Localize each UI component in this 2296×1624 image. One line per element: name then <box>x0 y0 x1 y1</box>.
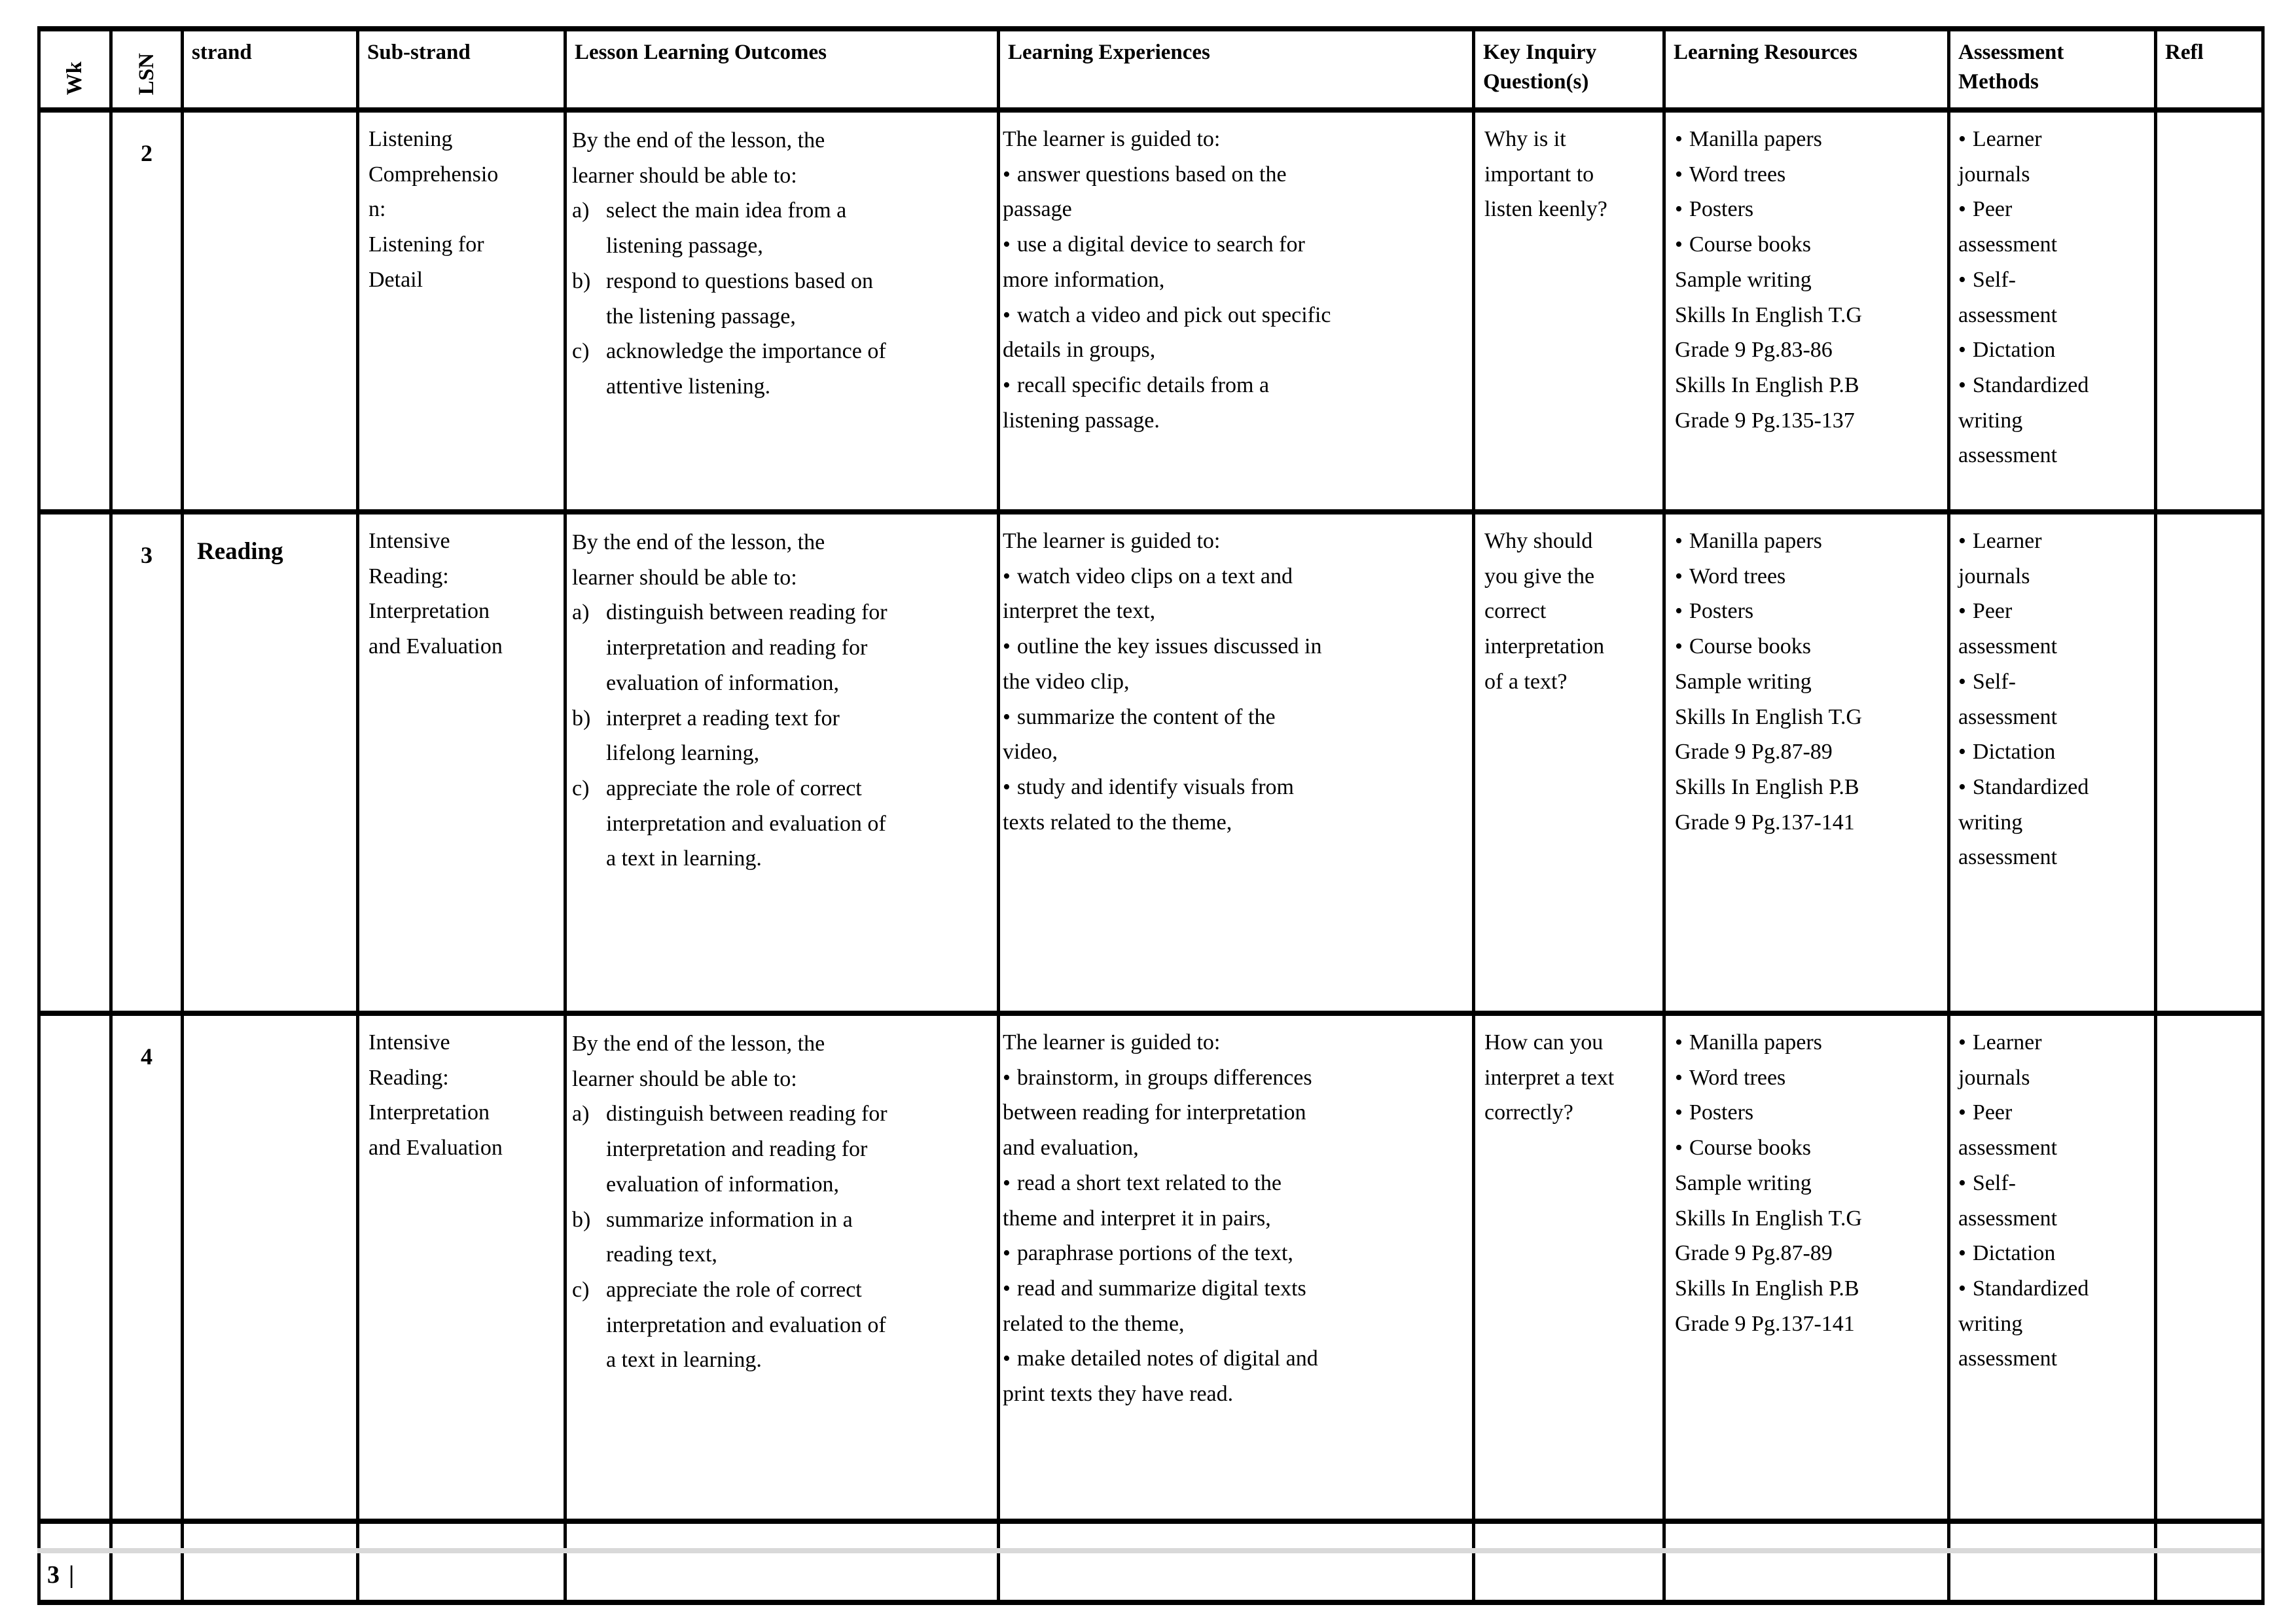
bullet-icon: • <box>1958 1100 1966 1125</box>
sub-strand-lines <box>368 1025 558 1166</box>
experiences-list <box>1003 1060 1468 1412</box>
page-number-separator: | <box>69 1561 75 1589</box>
bullet-icon: • <box>1003 232 1011 257</box>
outcome-label: c) <box>572 776 590 801</box>
bullet-icon: • <box>1958 669 1966 694</box>
outcomes-list <box>572 1096 990 1378</box>
scheme-of-work-table <box>37 26 2265 1605</box>
experiences-intro: The learner is guided to: <box>1003 127 1221 151</box>
bullet-icon: • <box>1675 564 1683 588</box>
assessment-text: Peer assessment <box>1958 1100 2058 1161</box>
experiences-intro: The learner is guided to: <box>1003 1030 1221 1055</box>
resource-line: Skills In English P.B Grade 9 Pg.137-141 <box>1675 775 1859 835</box>
col-header-wk <box>39 29 111 110</box>
resource-line: Skills In English T.G Grade 9 Pg.83-86 <box>1675 302 1862 363</box>
resources-plain-list <box>1675 664 1942 840</box>
bullet-icon: • <box>1958 197 1966 222</box>
resources-cell <box>1664 110 1949 512</box>
bullet-icon: • <box>1958 529 1966 553</box>
bullet-icon: • <box>1958 1030 1966 1055</box>
outcomes-list <box>572 193 990 404</box>
assessment-text: Standardized writing assessment <box>1958 775 2089 870</box>
resource-line: Skills In English T.G Grade 9 Pg.87-89 <box>1675 704 1862 765</box>
bullet-icon: • <box>1003 162 1011 187</box>
assessment-text: Peer assessment <box>1958 197 2058 257</box>
assessment-text: Dictation <box>1972 338 2056 363</box>
assessment-item <box>1958 1166 2112 1236</box>
assessment-item <box>1958 122 2112 192</box>
resources-plain-list <box>1675 262 1942 439</box>
outcome-item <box>572 1096 990 1202</box>
empty-cell <box>1474 1521 1664 1602</box>
bullet-icon: • <box>1675 162 1683 187</box>
experience-item <box>1003 298 1333 368</box>
footer-rule <box>37 1548 2261 1553</box>
outcomes-cell <box>565 512 999 1013</box>
outcome-text: appreciate the role of correct interpretation and evaluation of a text in learning. <box>606 1278 886 1373</box>
bullet-icon: • <box>1675 127 1683 151</box>
col-header-resources: Learning Resources <box>1664 29 1949 110</box>
experience-text: brainstorm, in groups differences between reading for interpretation and evaluation, <box>1003 1065 1312 1161</box>
bullet-icon: • <box>1675 1136 1683 1161</box>
page-number <box>47 1561 74 1589</box>
bullet-icon: • <box>1675 1030 1683 1055</box>
empty-cell <box>183 1521 358 1602</box>
sub-strand-cell <box>358 512 565 1013</box>
resources-plain-list <box>1675 1166 1942 1342</box>
sub-strand-line: Listening Comprehension: <box>368 127 499 222</box>
experience-item <box>1003 1166 1333 1236</box>
col-header-experiences: Learning Experiences <box>999 29 1474 110</box>
resource-item <box>1675 1095 1910 1130</box>
experience-item <box>1003 629 1333 699</box>
bullet-icon: • <box>1675 1100 1683 1125</box>
bullet-icon: • <box>1958 775 1966 800</box>
key-inquiry-question: Why is it important to listen keenly? <box>1484 127 1607 222</box>
experiences-list <box>1003 157 1468 439</box>
empty-cell <box>2156 1521 2263 1602</box>
outcome-text: summarize information in a reading text, <box>606 1207 853 1267</box>
resource-item <box>1675 629 1910 664</box>
assessment-list <box>1958 524 2150 875</box>
experiences-cell <box>999 512 1474 1013</box>
empty-cell <box>111 1521 183 1602</box>
lsn-cell: 2 <box>111 110 183 512</box>
lsn-cell: 4 <box>111 1013 183 1521</box>
experience-text: watch a video and pick out specific details in groups, <box>1003 302 1331 363</box>
page-number-value: 3 <box>47 1561 60 1589</box>
resource-line: Sample writing <box>1675 267 1812 292</box>
experience-text: watch video clips on a text and interpret the text, <box>1003 564 1293 624</box>
bullet-icon: • <box>1958 338 1966 363</box>
key-inquiry-cell <box>1474 1013 1664 1521</box>
bullet-icon: • <box>1003 1170 1011 1195</box>
resources-cell <box>1664 1013 1949 1521</box>
resource-text: Course books <box>1689 634 1811 659</box>
resource-line: Sample writing <box>1675 1170 1812 1195</box>
resource-item <box>1675 559 1910 594</box>
bullet-icon: • <box>1958 599 1966 624</box>
resource-item <box>1675 1060 1910 1096</box>
resource-text: Word trees <box>1689 162 1786 187</box>
lsn-cell: 3 <box>111 512 183 1013</box>
col-header-refl: Refl <box>2156 29 2263 110</box>
resources-bulleted-list <box>1675 122 1942 262</box>
experience-text: read a short text related to the theme and interpret it in pairs, <box>1003 1170 1282 1231</box>
outcome-label: a) <box>572 600 590 625</box>
experience-item <box>1003 770 1333 840</box>
experience-text: recall specific details from a listening passage. <box>1003 373 1270 433</box>
experience-text: study and identify visuals from texts related to the theme, <box>1003 775 1294 835</box>
sub-strand-line: Intensive Reading: <box>368 529 450 588</box>
col-header-kiq: Key Inquiry Question(s) <box>1474 29 1664 110</box>
bullet-icon: • <box>1958 740 1966 765</box>
outcome-item <box>572 1272 990 1378</box>
outcomes-cell <box>565 110 999 512</box>
table-row-lesson-3 <box>39 512 2263 1013</box>
bullet-icon: • <box>1958 127 1966 151</box>
resource-line: Skills In English P.B Grade 9 Pg.137-141 <box>1675 1276 1859 1336</box>
lsn-header-label: LSN <box>134 53 158 96</box>
assessment-item <box>1958 1271 2112 1377</box>
col-header-assessment: Assessment Methods <box>1949 29 2156 110</box>
bullet-icon: • <box>1003 704 1011 729</box>
strand-cell <box>183 110 358 512</box>
resources-bulleted-list <box>1675 1025 1942 1166</box>
bullet-icon: • <box>1003 1276 1011 1301</box>
refl-cell <box>2156 1013 2263 1521</box>
bullet-icon: • <box>1958 1170 1966 1195</box>
assessment-text: Learner journals <box>1958 529 2042 588</box>
bullet-icon: • <box>1958 1241 1966 1266</box>
sub-strand-line: Interpretation and Evaluation <box>368 599 503 659</box>
outcome-text: respond to questions based on the listening passage, <box>606 268 873 329</box>
assessment-item <box>1958 594 2112 664</box>
assessment-text: Self-assessment <box>1958 669 2058 729</box>
assessment-cell <box>1949 1013 2156 1521</box>
outcome-label: b) <box>572 706 591 731</box>
key-inquiry-question: How can you interpret a text correctly? <box>1484 1030 1615 1125</box>
outcomes-intro: By the end of the lesson, the learner should be able to: <box>572 530 825 590</box>
experience-item <box>1003 1271 1333 1341</box>
experience-text: use a digital device to search for more information, <box>1003 232 1305 292</box>
experience-text: make detailed notes of digital and print texts they have read. <box>1003 1346 1318 1407</box>
bullet-icon: • <box>1003 373 1011 398</box>
sub-strand-lines <box>368 122 558 298</box>
outcome-label: a) <box>572 1102 590 1127</box>
outcome-item <box>572 334 990 404</box>
empty-cell <box>1949 1521 2156 1602</box>
assessment-list <box>1958 1025 2150 1377</box>
bullet-icon: • <box>1675 232 1683 257</box>
bullet-icon: • <box>1958 1276 1966 1301</box>
experience-item <box>1003 1060 1333 1166</box>
outcome-item <box>572 193 990 263</box>
outcome-text: select the main idea from a listening passage, <box>606 198 847 259</box>
wk-cell <box>39 512 111 1013</box>
outcome-text: interpret a reading text for lifelong learning, <box>606 706 840 766</box>
empty-cell <box>999 1521 1474 1602</box>
header-row <box>39 29 2263 110</box>
assessment-item <box>1958 1095 2112 1165</box>
key-inquiry-cell <box>1474 512 1664 1013</box>
resource-line: Skills In English T.G Grade 9 Pg.87-89 <box>1675 1206 1862 1266</box>
experience-item <box>1003 559 1333 629</box>
assessment-item <box>1958 192 2112 262</box>
assessment-text: Standardized writing assessment <box>1958 373 2089 468</box>
experience-item <box>1003 1236 1333 1271</box>
assessment-item <box>1958 664 2112 734</box>
outcome-text: distinguish between reading for interpretation and reading for evaluation of information, <box>606 1102 888 1197</box>
empty-cell <box>358 1521 565 1602</box>
outcome-item <box>572 595 990 700</box>
outcomes-cell <box>565 1013 999 1521</box>
experience-text: summarize the content of the video, <box>1003 704 1276 765</box>
outcome-item <box>572 771 990 876</box>
outcome-item <box>572 701 990 771</box>
assessment-item <box>1958 368 2112 473</box>
outcome-text: appreciate the role of correct interpretation and evaluation of a text in learning. <box>606 776 886 871</box>
key-inquiry-cell <box>1474 110 1664 512</box>
resource-item <box>1675 524 1910 559</box>
assessment-item <box>1958 734 2112 770</box>
outcome-label: b) <box>572 1207 591 1232</box>
resource-text: Posters <box>1689 599 1754 624</box>
key-inquiry-question: Why should you give the correct interpretation of a text? <box>1484 529 1605 694</box>
refl-cell <box>2156 110 2263 512</box>
resource-text: Course books <box>1689 1136 1811 1161</box>
outcomes-intro: By the end of the lesson, the learner should be able to: <box>572 128 825 188</box>
sub-strand-cell <box>358 110 565 512</box>
experience-text: paraphrase portions of the text, <box>1016 1241 1293 1266</box>
assessment-item <box>1958 524 2112 594</box>
outcome-label: b) <box>572 268 591 293</box>
experience-item <box>1003 227 1333 297</box>
bullet-icon: • <box>1958 373 1966 398</box>
col-header-lsn <box>111 29 183 110</box>
bullet-icon: • <box>1003 1346 1011 1371</box>
bullet-icon: • <box>1003 564 1011 588</box>
experience-text: outline the key issues discussed in the video clip, <box>1003 634 1322 694</box>
bullet-icon: • <box>1675 529 1683 553</box>
table-row-lesson-4 <box>39 1013 2263 1521</box>
outcome-label: a) <box>572 198 590 223</box>
experiences-cell <box>999 1013 1474 1521</box>
experiences-list <box>1003 559 1468 840</box>
wk-header-label: Wk <box>63 62 87 96</box>
assessment-cell <box>1949 512 2156 1013</box>
assessment-text: Learner journals <box>1958 127 2042 187</box>
sub-strand-line: Intensive Reading: <box>368 1030 450 1090</box>
resource-item <box>1675 1025 1910 1060</box>
resource-item <box>1675 227 1910 262</box>
experience-text: answer questions based on the passage <box>1003 162 1287 222</box>
wk-cell <box>39 1013 111 1521</box>
outcome-text: acknowledge the importance of attentive listening. <box>606 339 886 399</box>
bullet-icon: • <box>1675 634 1683 659</box>
experience-text: read and summarize digital texts related to the theme, <box>1003 1276 1306 1336</box>
resources-bulleted-list <box>1675 524 1942 664</box>
strand-cell <box>183 1013 358 1521</box>
assessment-item <box>1958 770 2112 875</box>
bullet-icon: • <box>1003 1065 1011 1090</box>
bullet-icon: • <box>1003 634 1011 659</box>
assessment-item <box>1958 333 2112 368</box>
resource-item <box>1675 192 1910 227</box>
outcome-item <box>572 1202 990 1272</box>
resource-line: Skills In English P.B Grade 9 Pg.135-137 <box>1675 373 1859 433</box>
assessment-text: Learner journals <box>1958 1030 2042 1090</box>
assessment-item <box>1958 1025 2112 1095</box>
empty-cell <box>1664 1521 1949 1602</box>
strand-cell: Reading <box>183 512 358 1013</box>
col-header-sub-strand: Sub-strand <box>358 29 565 110</box>
outcome-item <box>572 264 990 334</box>
sub-strand-lines <box>368 524 558 664</box>
experiences-cell <box>999 110 1474 512</box>
resource-text: Posters <box>1689 1100 1754 1125</box>
assessment-cell <box>1949 110 2156 512</box>
assessment-list <box>1958 122 2150 473</box>
assessment-text: Standardized writing assessment <box>1958 1276 2089 1371</box>
bullet-icon: • <box>1675 197 1683 222</box>
bullet-icon: • <box>1003 1241 1011 1266</box>
resources-cell <box>1664 512 1949 1013</box>
resource-text: Manilla papers <box>1689 529 1822 553</box>
resource-item <box>1675 122 1910 157</box>
assessment-item <box>1958 262 2112 333</box>
resource-item <box>1675 594 1910 629</box>
assessment-text: Dictation <box>1972 1241 2056 1266</box>
col-header-outcomes: Lesson Learning Outcomes <box>565 29 999 110</box>
assessment-item <box>1958 1236 2112 1271</box>
bullet-icon: • <box>1675 599 1683 624</box>
outcome-label: c) <box>572 339 590 364</box>
refl-cell <box>2156 512 2263 1013</box>
bullet-icon: • <box>1675 1065 1683 1090</box>
resource-text: Manilla papers <box>1689 1030 1822 1055</box>
empty-cell <box>565 1521 999 1602</box>
resource-text: Posters <box>1689 197 1754 222</box>
resource-item <box>1675 1130 1910 1166</box>
resource-text: Word trees <box>1689 564 1786 588</box>
sub-strand-line: Interpretation and Evaluation <box>368 1100 503 1161</box>
bullet-icon: • <box>1003 302 1011 327</box>
assessment-text: Self-assessment <box>1958 1170 2058 1231</box>
outcome-text: distinguish between reading for interpretation and reading for evaluation of information, <box>606 600 888 695</box>
assessment-text: Dictation <box>1972 740 2056 765</box>
experiences-intro: The learner is guided to: <box>1003 529 1221 553</box>
sub-strand-cell <box>358 1013 565 1521</box>
col-header-strand: strand <box>183 29 358 110</box>
resource-item <box>1675 157 1910 192</box>
experience-item <box>1003 368 1333 438</box>
resource-line: Sample writing <box>1675 669 1812 694</box>
outcome-label: c) <box>572 1278 590 1303</box>
resource-text: Manilla papers <box>1689 127 1822 151</box>
bullet-icon: • <box>1003 775 1011 800</box>
outcomes-list <box>572 595 990 876</box>
table-row-lesson-2 <box>39 110 2263 512</box>
resource-text: Word trees <box>1689 1065 1786 1090</box>
resource-text: Course books <box>1689 232 1811 257</box>
sub-strand-line: Listening for Detail <box>368 232 484 292</box>
experience-item <box>1003 157 1333 227</box>
assessment-text: Peer assessment <box>1958 599 2058 659</box>
bullet-icon: • <box>1958 267 1966 292</box>
wk-cell <box>39 110 111 512</box>
assessment-text: Self-assessment <box>1958 267 2058 327</box>
experience-item <box>1003 700 1333 770</box>
experience-item <box>1003 1341 1333 1411</box>
outcomes-intro: By the end of the lesson, the learner should be able to: <box>572 1032 825 1091</box>
empty-row <box>39 1521 2263 1602</box>
